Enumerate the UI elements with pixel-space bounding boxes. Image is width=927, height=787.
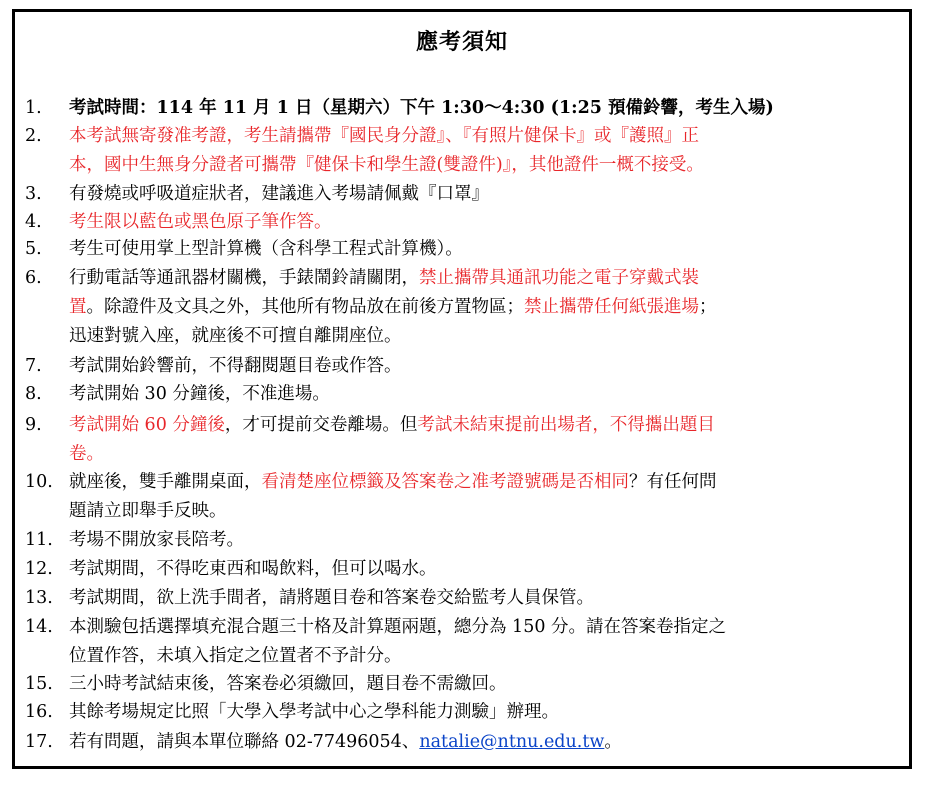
page-title: 應考須知 bbox=[415, 29, 508, 55]
rule-line bbox=[25, 411, 903, 440]
rule-text: 若有問題，請與本單位聯絡 02-77496054、 bbox=[69, 732, 420, 752]
rule-item-10 bbox=[25, 468, 903, 526]
rule-text: 迅速對號入座，就座後不可擅自離開座位。 bbox=[69, 326, 402, 346]
rule-item-4 bbox=[25, 208, 903, 237]
rule-item-2 bbox=[25, 122, 903, 180]
rule-text: 考試開始 30 分鐘後，不准進場。 bbox=[69, 384, 330, 404]
rule-number: 11. bbox=[25, 530, 53, 550]
rule-item-8 bbox=[25, 380, 903, 409]
rule-line bbox=[25, 180, 903, 209]
rule-line bbox=[25, 293, 903, 322]
rule-line bbox=[25, 322, 903, 351]
rule-item-12 bbox=[25, 555, 903, 584]
rule-number: 12. bbox=[25, 559, 53, 579]
rule-line bbox=[25, 584, 903, 613]
rule-number: 6. bbox=[25, 268, 42, 288]
rule-number: 9. bbox=[25, 415, 42, 435]
rule-number: 14. bbox=[25, 617, 53, 637]
rule-number: 3. bbox=[25, 184, 42, 204]
rule-number: 10. bbox=[25, 472, 53, 492]
rule-item-14 bbox=[25, 613, 903, 671]
rule-item-11 bbox=[25, 526, 903, 555]
rule-text: 行動電話等通訊器材關機，手錶鬧鈴請關閉， bbox=[69, 268, 419, 288]
rule-text: ； bbox=[699, 297, 717, 317]
rule-line bbox=[25, 526, 903, 555]
emphasis-text: 考試未結束提前出場者，不得攜出題目 bbox=[417, 415, 715, 435]
rule-text: 題請立即舉手反映。 bbox=[69, 501, 227, 521]
rule-text: 本測驗包括選擇填充混合題三十格及計算題兩題，總分為 150 分。請在答案卷指定之 bbox=[69, 617, 727, 637]
rule-text: 有發燒或呼吸道症狀者，建議進入考場請佩戴『口罩』 bbox=[69, 184, 489, 204]
rule-number: 1. bbox=[25, 98, 42, 118]
rule-line bbox=[25, 94, 903, 123]
rule-text: 。 bbox=[604, 732, 622, 752]
rule-line bbox=[25, 468, 903, 497]
rule-line bbox=[25, 728, 903, 757]
emphasis-text: 置 bbox=[69, 297, 87, 317]
rule-text: 考試期間，不得吃東西和喝飲料，但可以喝水。 bbox=[69, 559, 437, 579]
contact-email-link[interactable]: natalie@ntnu.edu.tw bbox=[419, 732, 605, 752]
rule-number: 8. bbox=[25, 384, 42, 404]
rule-text: 其餘考場規定比照「大學入學考試中心之學科能力測驗」辦理。 bbox=[69, 702, 559, 722]
emphasis-text: 禁止攜帶任何紙張進場 bbox=[524, 297, 699, 317]
rule-line bbox=[25, 613, 903, 642]
rule-item-16 bbox=[25, 698, 903, 727]
emphasis-text: 禁止攜帶具通訊功能之電子穿戴式裝 bbox=[419, 268, 699, 288]
rule-line bbox=[25, 497, 903, 526]
rule-line bbox=[25, 235, 903, 264]
rule-text: 。除證件及文具之外，其他所有物品放在前後方置物區； bbox=[86, 297, 524, 317]
rule-text: 位置作答，未填入指定之位置者不予計分。 bbox=[69, 646, 402, 666]
rule-item-7 bbox=[25, 352, 903, 381]
rule-item-9 bbox=[25, 411, 903, 469]
rule-number: 7. bbox=[25, 356, 42, 376]
rule-text: 就座後，雙手離開桌面， bbox=[69, 472, 262, 492]
rule-item-5 bbox=[25, 235, 903, 264]
rule-line bbox=[25, 264, 903, 293]
rule-line bbox=[25, 642, 903, 671]
rule-line bbox=[25, 151, 903, 180]
rule-item-6 bbox=[25, 264, 903, 351]
rule-number: 5. bbox=[25, 239, 42, 259]
rule-text: 三小時考試結束後，答案卷必須繳回，題目卷不需繳回。 bbox=[69, 674, 507, 694]
rule-item-17 bbox=[25, 728, 903, 757]
rule-number: 4. bbox=[25, 212, 42, 232]
emphasis-text: 本，國中生無身分證者可攜帶『健保卡和學生證(雙證件)』，其他證件一概不接受。 bbox=[69, 155, 704, 175]
rule-line bbox=[25, 352, 903, 381]
rule-text: ？有任何問 bbox=[629, 472, 717, 492]
emphasis-text: 考試開始 60 分鐘後 bbox=[69, 415, 225, 435]
rule-item-3 bbox=[25, 180, 903, 209]
emphasis-text: 本考試無寄發准考證，考生請攜帶『國民身分證』、『有照片健保卡』或『護照』正 bbox=[69, 126, 699, 146]
emphasis-text: 看清楚座位標籤及答案卷之准考證號碼是否相同 bbox=[261, 472, 629, 492]
rule-number: 15. bbox=[25, 674, 53, 694]
rule-line bbox=[25, 122, 903, 151]
rule-number: 16. bbox=[25, 702, 53, 722]
rule-line bbox=[25, 380, 903, 409]
rule-text: ，才可提前交卷離場。但 bbox=[224, 415, 418, 435]
rule-text: 考試期間，欲上洗手間者，請將題目卷和答案卷交給監考人員保管。 bbox=[69, 588, 594, 608]
rule-number: 2. bbox=[25, 126, 42, 146]
rule-line bbox=[25, 555, 903, 584]
rule-text: 考場不開放家長陪考。 bbox=[69, 530, 244, 550]
rule-text: 考生可使用掌上型計算機（含科學工程式計算機）。 bbox=[69, 239, 463, 259]
rule-number: 17. bbox=[25, 732, 53, 752]
rule-line bbox=[25, 698, 903, 727]
emphasis-text: 卷。 bbox=[69, 444, 104, 464]
rule-line bbox=[25, 670, 903, 699]
rule-item-13 bbox=[25, 584, 903, 613]
rule-line bbox=[25, 208, 903, 237]
rule-item-1 bbox=[25, 94, 903, 123]
rule-line bbox=[25, 440, 903, 469]
emphasis-text: 考生限以藍色或黑色原子筆作答。 bbox=[69, 212, 332, 232]
rule-item-15 bbox=[25, 670, 903, 699]
exam-notice-box bbox=[12, 9, 912, 769]
rule-text: 考試時間：114 年 11 月 1 日（星期六）下午 1:30～4:30 (1:25 預備鈴響，考生入場) bbox=[69, 98, 774, 118]
rule-number: 13. bbox=[25, 588, 53, 608]
rule-text: 考試開始鈴響前，不得翻閱題目卷或作答。 bbox=[69, 356, 402, 376]
